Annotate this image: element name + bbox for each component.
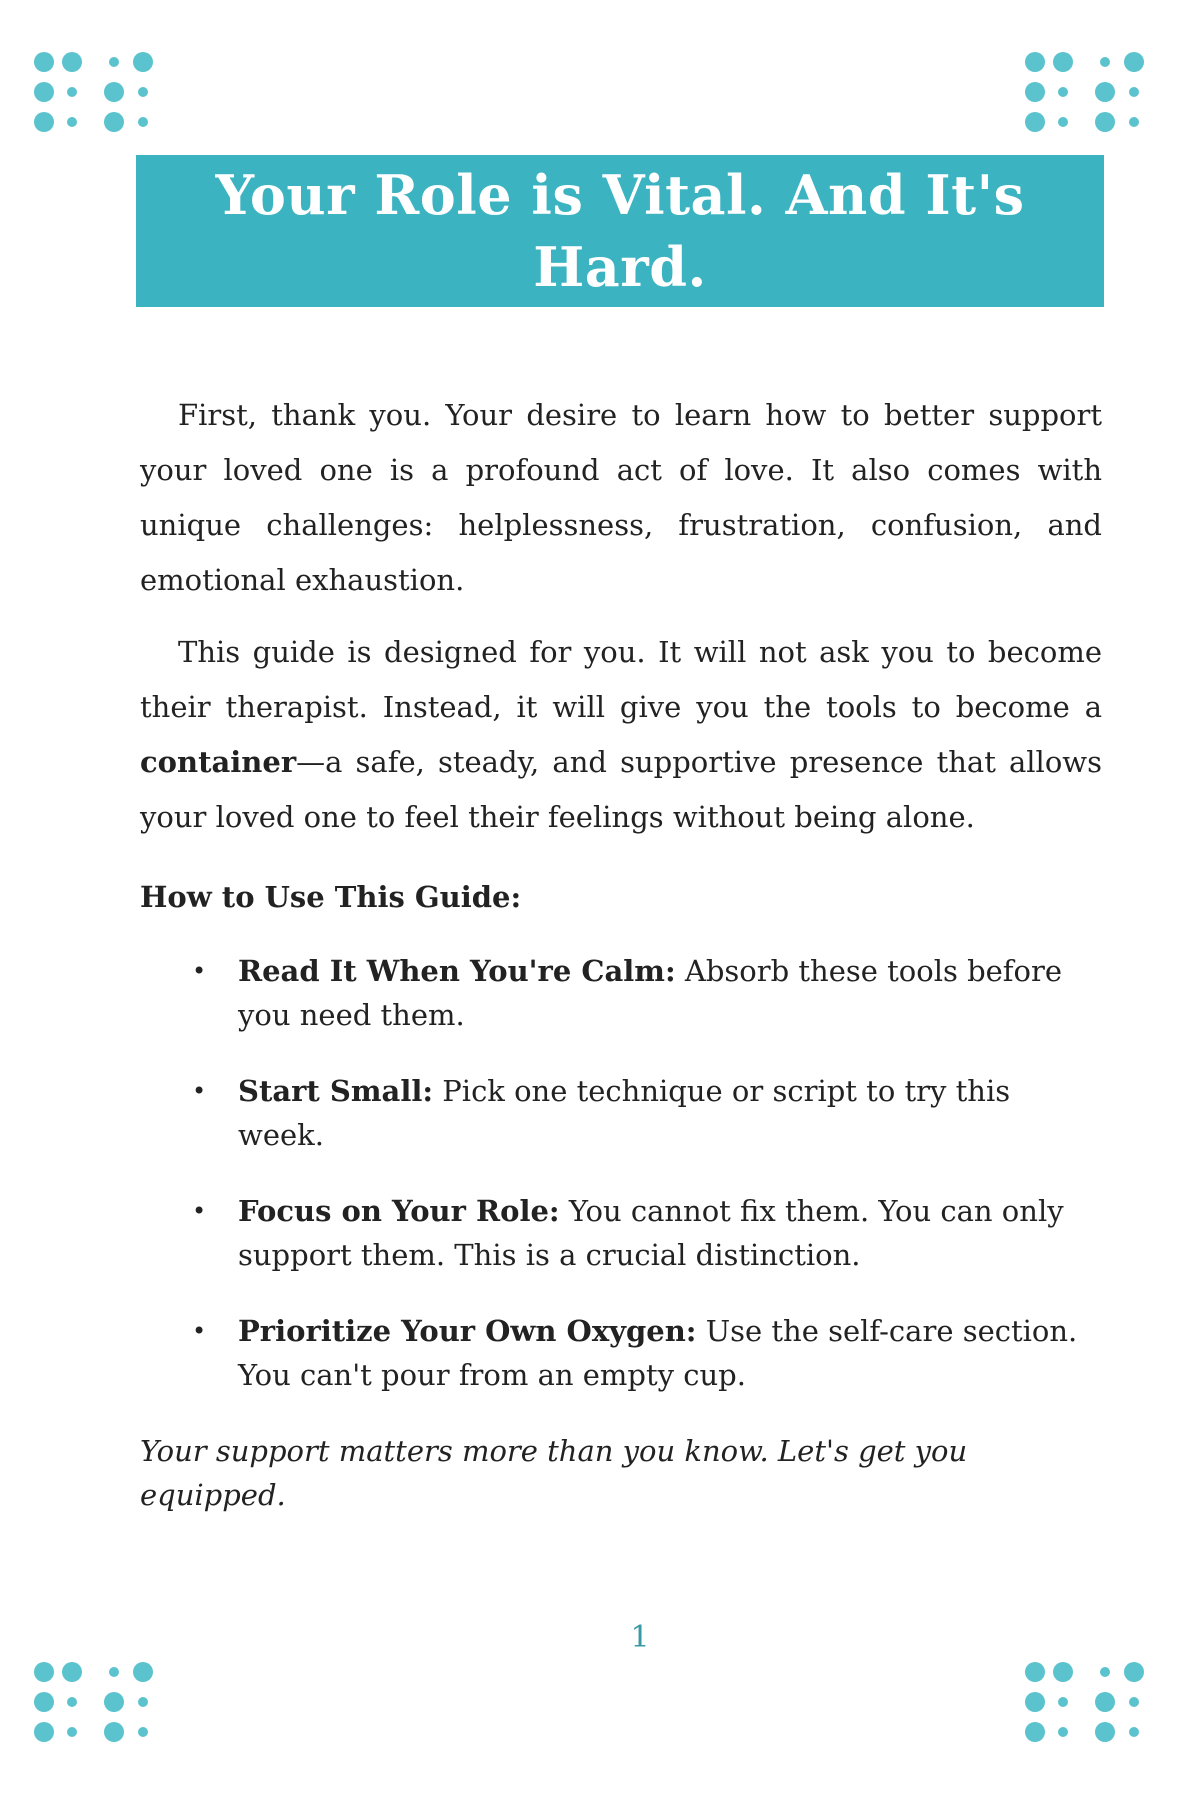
page-title: Your Role is Vital. And It's Hard. [215,163,1025,299]
list-item-lead: Focus on Your Role: [238,1194,560,1228]
list-item [192,1309,1102,1397]
list-item-text: You cannot fix them. You can only support them. This is a crucial distinction. [238,1194,1064,1272]
bullet-icon: • [192,1077,207,1105]
container-term: container [140,745,297,779]
list-item-text: Absorb these tools before you need them. [238,954,1063,1032]
guide-paragraph-text-start: This guide is designed for you. It will not ask you to become their therapist. Instead, it will give you the tools to become a [140,635,1102,724]
list-item [192,1189,1102,1277]
list-item [192,949,1102,1037]
list-item-lead: Start Small: [238,1074,434,1108]
dot-pattern-bottom-left [34,1660,174,1770]
bullet-icon: • [192,1197,207,1225]
guide-heading: How to Use This Guide: [140,880,522,914]
title-banner [136,155,1104,307]
bullet-icon: • [192,957,207,985]
dot-pattern-top-right [1025,50,1165,160]
page-number: 1 [630,1620,650,1655]
dot-pattern-top-left [34,50,174,160]
bullet-icon: • [192,1317,207,1345]
list-item-text: Pick one technique or script to try this week. [238,1074,1011,1152]
list-item-lead: Read It When You're Calm: [238,954,676,988]
list-item [192,1069,1102,1157]
list-item-text: Use the self-care section. You can't pour from an empty cup. [238,1314,1078,1392]
list-item-lead: Prioritize Your Own Oxygen: [238,1314,697,1348]
intro-paragraph: First, thank you. Your desire to learn how to better support your loved one is a profound act of love. It also comes with unique challenges: helplessness, frustration, confusion, and emotional exhaustion. [140,398,1102,597]
guide-paragraph-text-end: —a safe, steady, and supportive presence that allows your loved one to feel their feelings without being alone. [140,745,1102,834]
main-content [140,388,1102,1517]
guide-paragraph [140,625,1102,845]
tips-list [140,949,1102,1397]
dot-pattern-bottom-right [1025,1660,1165,1770]
closing-statement: Your support matters more than you know. Let's get you equipped. [140,1434,968,1512]
